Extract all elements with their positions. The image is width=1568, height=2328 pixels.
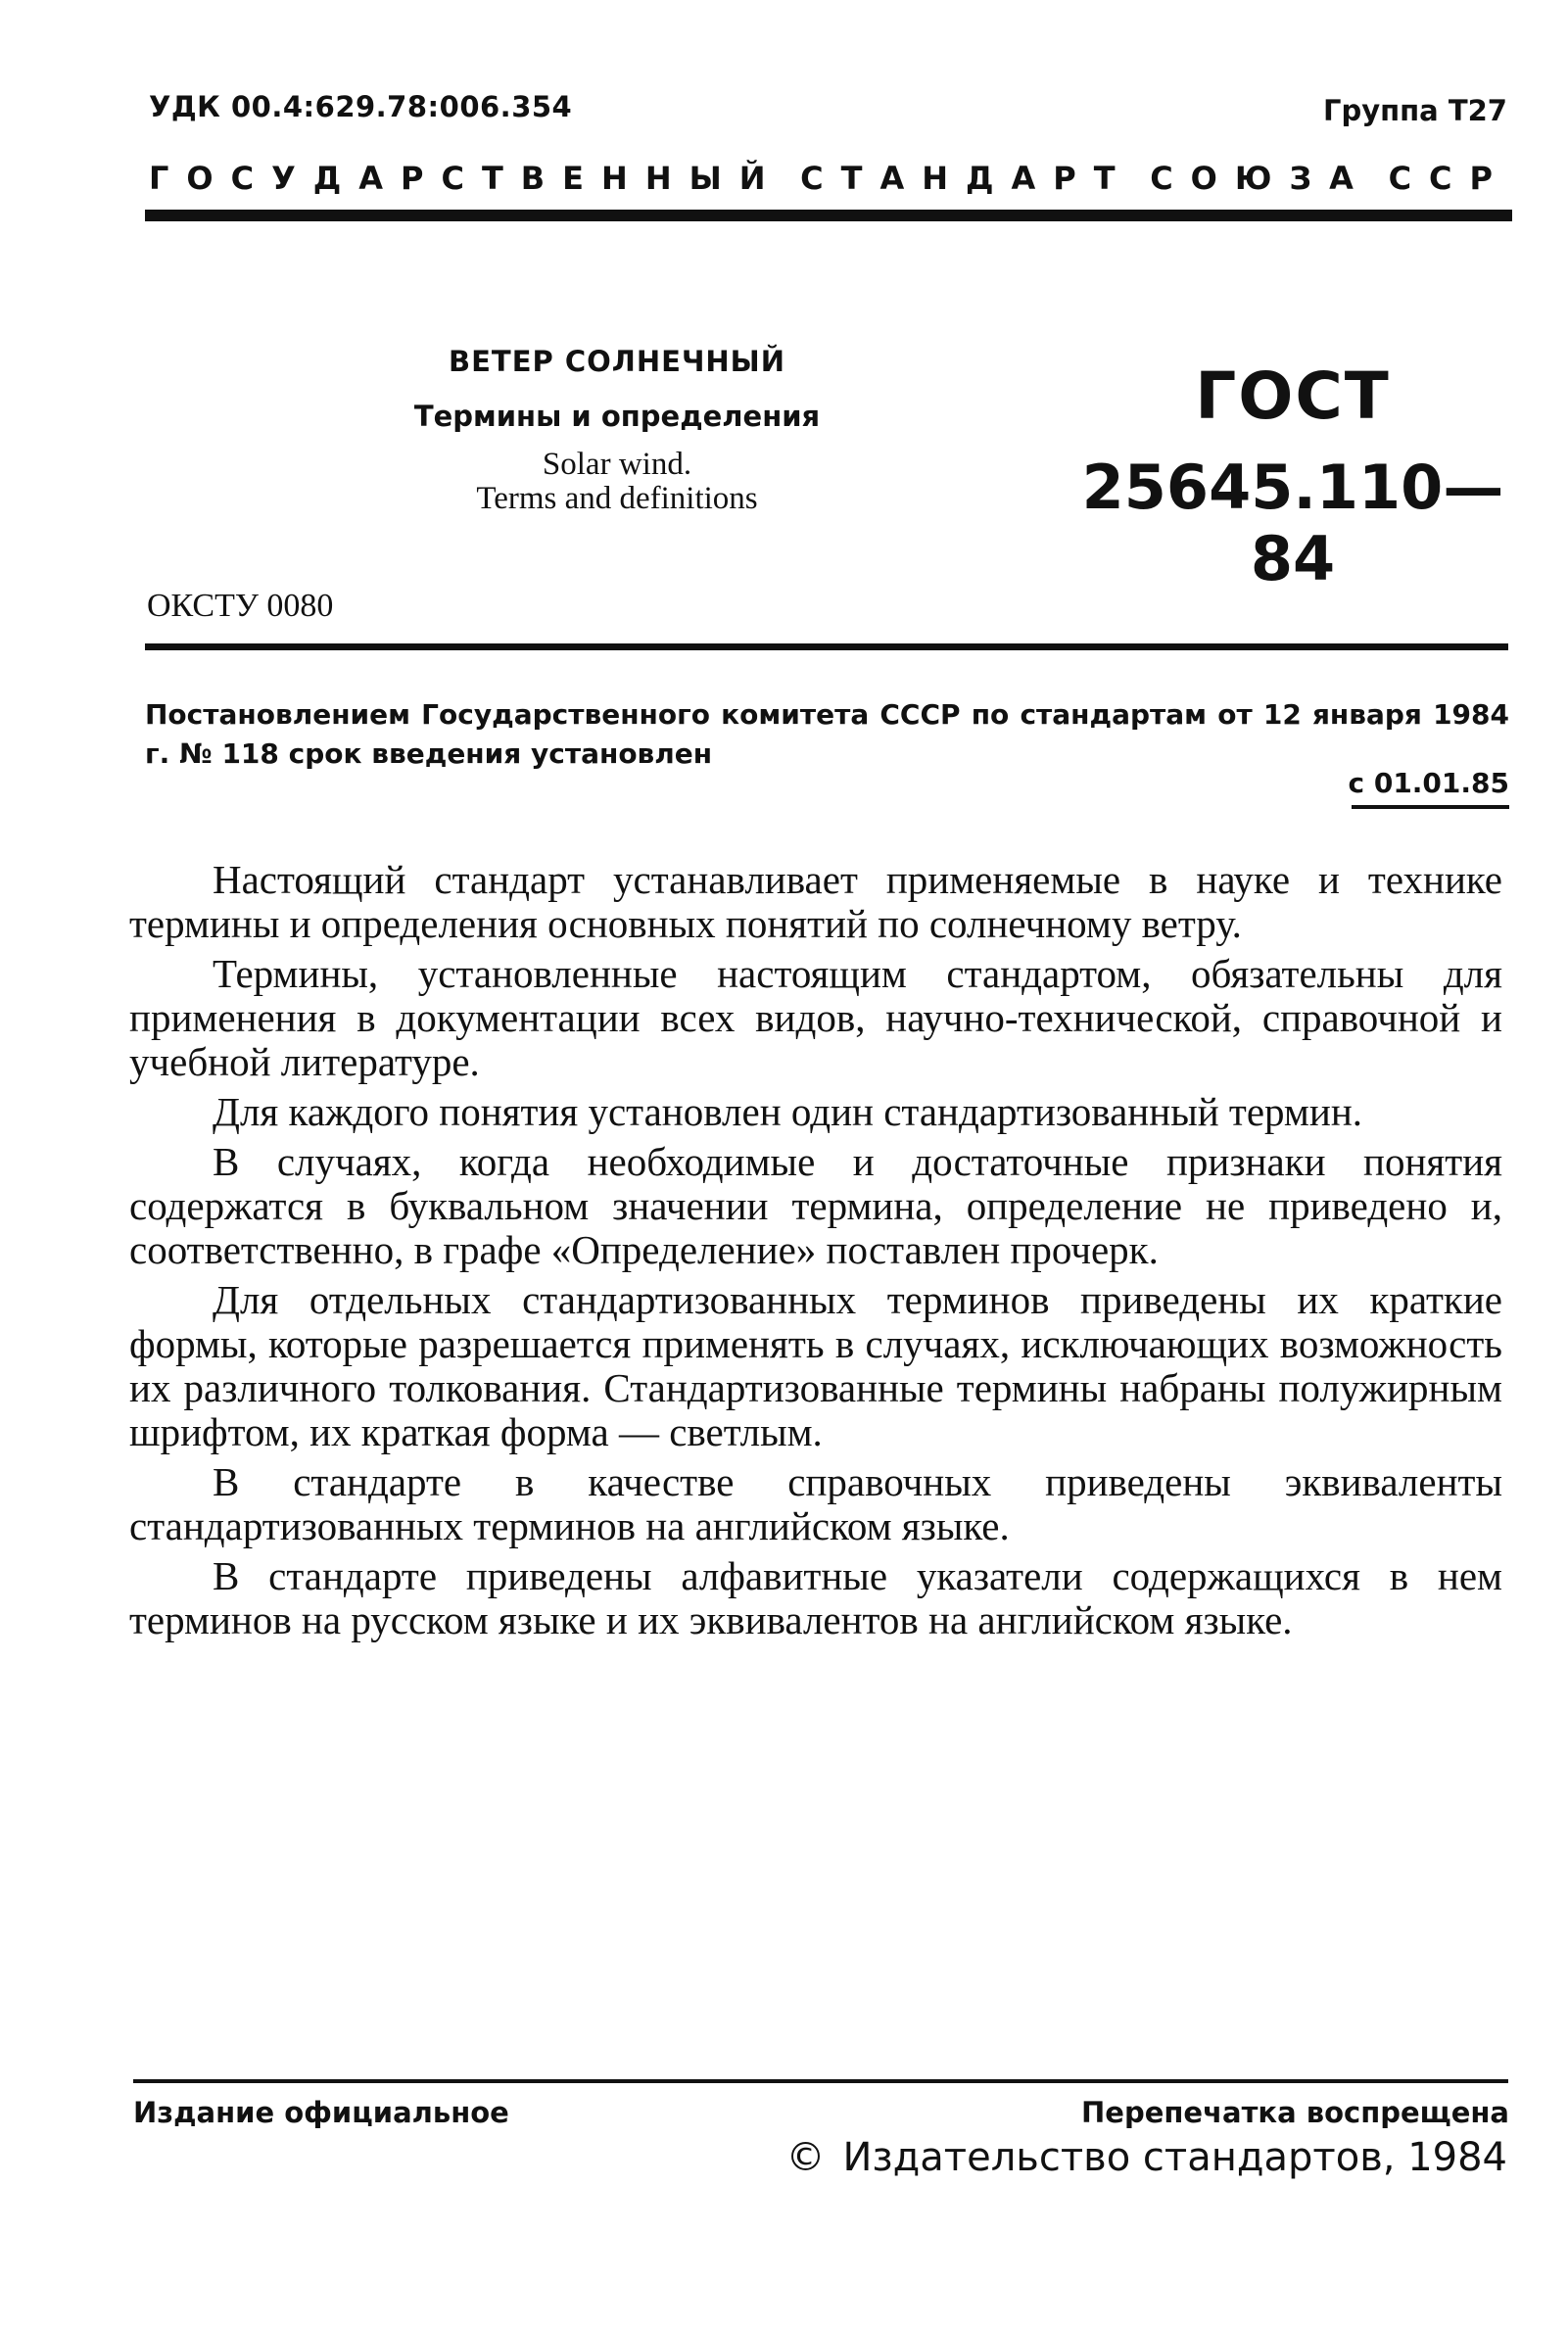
gost-label: ГОСТ (1195, 358, 1391, 434)
english-title-line1: Solar wind. (542, 447, 692, 482)
paragraph: В стандарте в качестве справочных приведены эквиваленты стандартизованных терминов на английском языке. (129, 1459, 1502, 1548)
publisher-line (785, 2135, 1507, 2180)
state-standard-word: ССР (1388, 160, 1510, 197)
reprint-prohibited-label: Перепечатка воспрещена (1081, 2096, 1509, 2129)
paragraph: Настоящий стандарт устанавливает применяемые в науке и технике термины и определения основных понятий по солнечному ветру. (129, 857, 1502, 946)
document-subtitle: Термины и определения (413, 400, 821, 433)
gost-block (1077, 358, 1508, 594)
section-rule (145, 643, 1508, 650)
gost-number: 25645.110—84 (1081, 451, 1504, 594)
effective-date: с 01.01.85 (1348, 767, 1509, 799)
paragraph: Термины, установленные настоящим стандартом, обязательны для применения в документации всех видов, научно-технической, справочной и учебной литературе. (129, 951, 1502, 1084)
decree-text: Постановлением Государственного комитета СССР по стандартам от 12 января 1984 г. № 118 срок введения установлен (145, 698, 1509, 770)
paragraph: Для каждого понятия установлен один стандартизованный термин. (213, 1089, 1363, 1134)
paragraph: В случаях, когда необходимые и достаточные признаки понятия содержатся в буквальном значении термина, определение не приведено и, соответственно, в графе «Определение» поставлен прочерк. (129, 1139, 1502, 1272)
english-title-line2: Terms and definitions (476, 481, 758, 516)
state-standard-banner (149, 160, 1510, 197)
udk-code: УДК 00.4:629.78:006.354 (149, 90, 573, 123)
footer-rule (133, 2079, 1508, 2083)
state-standard-word: ГОСУДАРСТВЕННЫЙ (149, 160, 784, 197)
group-code: Группа Т27 (1322, 94, 1507, 127)
state-standard-word: СОЮЗА (1150, 160, 1371, 197)
body-text (129, 858, 1502, 1648)
official-edition-label: Издание официальное (133, 2096, 509, 2129)
okstu-code: ОКСТУ 0080 (147, 588, 334, 624)
paragraph: В стандарте приведены алфавитные указатели содержащихся в нем терминов на русском языке и их эквивалентов на английском языке. (129, 1553, 1502, 1642)
publisher-name: Издательство стандартов, 1984 (842, 2135, 1507, 2180)
header-rule (145, 210, 1512, 221)
document-title: ВЕТЕР СОЛНЕЧНЫЙ (449, 345, 785, 378)
title-block (372, 345, 862, 517)
copyright-icon: © (785, 2135, 826, 2180)
effective-date-underline (1352, 805, 1509, 809)
state-standard-word: СТАНДАРТ (800, 160, 1133, 197)
paragraph: Для отдельных стандартизованных терминов приведены их краткие формы, которые разрешается применять в случаях, исключающих возможность их различного толкования. Стандартизованные термины набраны полужирным шрифтом, их краткая форма — светлым. (129, 1277, 1502, 1454)
